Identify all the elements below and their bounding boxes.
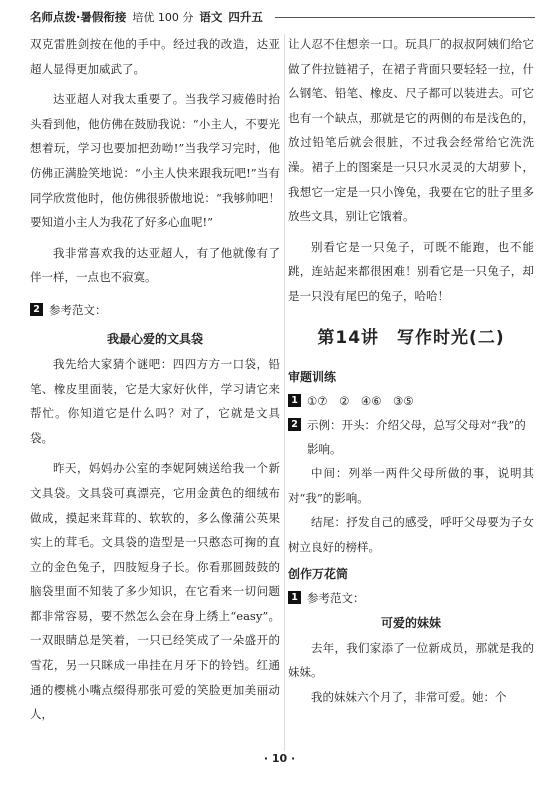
paragraph: 让人忍不住想亲一口。玩具厂的叔叔阿姨们给它做了件拉链裙子，在裙子背面只要轻轻一拉，什么钢笔、铅笔、橡皮、尺子都可以装进去。可它也有一个缺点，那就是它的两侧的布是浅色的，放过铅笔后就会很脏，不过我会经常给它洗洗澡。裙子上的图案是一只只水灵灵的大胡萝卜，我想它一定是一只小馋兔，我要在它的肚子里多放些文具，别让它饿着。 [288,37,534,224]
paragraph: 去年，我们家添了一位新成员，那就是我的妹妹。 [288,640,534,680]
answer-line [288,389,534,413]
reference-label: 参考范文： [307,590,365,605]
page-number: · 10 · [263,752,296,765]
answer-continuation: 影响。 [307,441,342,456]
paragraph: 我的妹妹六个月了，非常可爱。她：个 [311,689,507,704]
paragraph: 结尾：抒发自己的感受，呼吁父母要为子女树立良好的榜样。 [288,515,534,554]
header-rule [275,17,535,18]
question-number-badge: 2 [30,303,43,316]
question-number-badge: 1 [288,394,301,407]
essay-title: 可爱的妹妹 [380,615,441,630]
paragraph: 别看它是一只兔子，可既不能跑，也不能跳，连站起来都很困难！别看它是一只兔子，却是一只没有尾巴的兔子，哈哈！ [288,239,534,303]
section-heading: 创作万花筒 [288,566,349,581]
left-column [30,32,280,727]
answer-line [288,413,534,437]
question-number-badge: 2 [288,418,301,431]
paragraph: 中间：列举一两件父母所做的事，说明其对“我”的影响。 [288,466,534,505]
lesson-title: 第14讲 写作时光(二) [317,327,505,348]
question-number-badge: 1 [288,591,301,604]
paragraph: 我先给大家猜个谜吧：四四方方一口袋，铅笔、橡皮里面装，它是大家好伙伴，学习请它来帮忙。你知道它是什么吗？对了，它就是文具袋。 [30,356,280,445]
reference-label: 参考范文： [49,302,107,317]
answer-text: ①⑦ ② ④⑥ ③⑤ [307,393,414,408]
reference-heading [30,298,280,322]
section-heading: 审题训练 [288,369,337,384]
answer-text: 示例：开头：介绍父母，总写父母对“我”的 [307,417,526,432]
paragraph: 达亚超人对我太重要了。当我学习疲倦时抬头看到他，他仿佛在鼓励我说：“小主人，不要光想着玩，学习也要加把劲呦!”当我学习完时，他仿佛正满脸笑地说：“小主人快来跟我玩吧!”当有同学欣赏他时，他仿佛很骄傲地说：“我够帅吧！要知道小主人为我花了好多心血呢!” [30,92,280,230]
column-divider [284,34,285,751]
page-header [30,6,535,28]
right-column [288,32,534,709]
paragraph: 昨天，妈妈办公室的李妮阿姨送给我一个新文具袋。文具袋可真漂亮，它用金黄色的细绒布做成，摸起来茸茸的、软软的，多么像蒲公英果实上的茸毛。文具袋的造型是一只憨态可掬的直立的金色兔子，四肢短身子长。你看那圆鼓鼓的脑袋里面不知装了多少知识，在它看来一切问题都非常容易，要不然怎么会在身上绣上“easy”。一双眼睛总是笑着，一只已经笑成了一朵盛开的雪花，另一只眯成一串挂在月牙下的铃铛。红通通的樱桃小嘴点缀得那张可爱的笑脸更加美丽动人， [30,461,280,722]
paragraph: 我非常喜欢我的达亚超人，有了他就像有了伴一样，一点也不寂寞。 [30,245,280,285]
essay-title: 我最心爱的文具袋 [106,331,203,346]
paragraph: 双克雷胜剑按在他的手中。经过我的改造，达亚超人显得更加威武了。 [30,37,280,76]
grade-label: 四升五 [228,10,263,24]
book-brand: 名师点拨·暑假衔接 [30,10,127,24]
subject-label: 语文 [199,10,223,24]
score-label: 培优 100 分 [132,11,194,24]
reference-heading [288,586,534,610]
